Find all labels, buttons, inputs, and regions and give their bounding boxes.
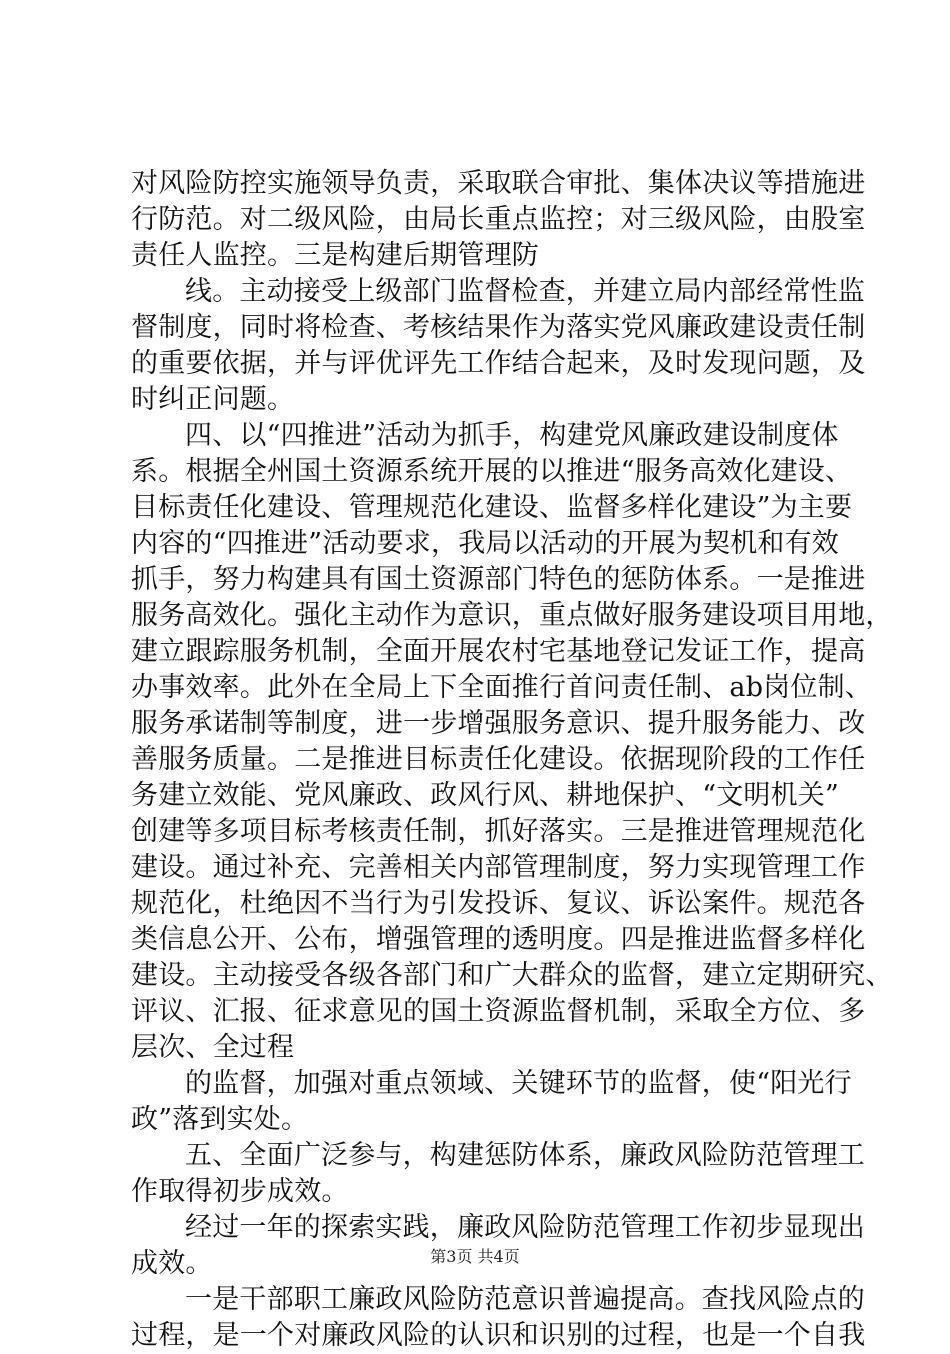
text-line: 类信息公开、公布，增强管理的透明度。四是推进监督多样化 xyxy=(131,924,866,955)
text-line: 抓手，努力构建具有国土资源部门特色的惩防体系。一是推进 xyxy=(131,564,866,595)
text-line: 层次、全过程 xyxy=(131,1032,295,1063)
text-line: 建立跟踪服务机制，全面开展农村宅基地登记发证工作，提高 xyxy=(131,636,866,667)
text-line: 过程，是一个对廉政风险的认识和识别的过程，也是一个自我 xyxy=(131,1320,866,1351)
text-line: 创建等多项目标考核责任制，抓好落实。三是推进管理规范化 xyxy=(131,816,866,847)
text-line: 建设。通过补充、完善相关内部管理制度，努力实现管理工作 xyxy=(131,852,866,883)
text-line: 的监督，加强对重点领域、关键环节的监督，使“阳光行 xyxy=(185,1068,852,1099)
text-line: 规范化，杜绝因不当行为引发投诉、复议、诉讼案件。规范各 xyxy=(131,888,866,919)
text-line: 一是干部职工廉政风险防范意识普遍提高。查找风险点的 xyxy=(185,1284,865,1315)
text-line: 线。主动接受上级部门监督检查，并建立局内部经常性监 xyxy=(185,276,865,307)
text-line: 四、以“四推进”活动为抓手，构建党风廉政建设制度体 xyxy=(185,420,839,451)
text-line: 务建立效能、党风廉政、政风行风、耕地保护、“文明机关” xyxy=(131,780,840,811)
text-line: 五、全面广泛参与，构建惩防体系，廉政风险防范管理工 xyxy=(185,1140,865,1171)
text-line: 服务承诺制等制度，进一步增强服务意识、提升服务能力、改 xyxy=(131,708,866,739)
text-line: 内容的“四推进”活动要求，我局以活动的开展为契机和有效 xyxy=(131,528,840,559)
text-line: 善服务质量。二是推进目标责任化建设。依据现阶段的工作任 xyxy=(131,744,866,775)
text-line: 作取得初步成效。 xyxy=(131,1176,349,1207)
text-line: 行防范。对二级风险，由局长重点监控；对三级风险，由股室 xyxy=(131,204,866,235)
text-line: 责任人监控。三是构建后期管理防 xyxy=(131,240,539,271)
text-line: 对风险防控实施领导负责，采取联合审批、集体决议等措施进 xyxy=(131,168,866,199)
text-line: 系。根据全州国土资源系统开展的以推进“服务高效化建设、 xyxy=(131,456,853,487)
text-line: 的重要依据，并与评优评先工作结合起来，及时发现问题，及 xyxy=(131,348,866,379)
text-line: 评议、汇报、征求意见的国土资源监督机制，采取全方位、多 xyxy=(131,996,866,1027)
page-number-footer: 第3页 共4页 xyxy=(430,1247,520,1266)
text-line: 经过一年的探索实践，廉政风险防范管理工作初步显现出 xyxy=(185,1212,865,1243)
text-line: 时纠正问题。 xyxy=(131,384,295,415)
text-line: 建设。主动接受各级各部门和广大群众的监督，建立定期研究、 xyxy=(131,960,893,991)
text-line: 成效。 xyxy=(131,1248,213,1279)
text-line: 督制度，同时将检查、考核结果作为落实党风廉政建设责任制 xyxy=(131,312,866,343)
text-line: 服务高效化。强化主动作为意识，重点做好服务建设项目用地， xyxy=(131,600,893,631)
text-line: 办事效率。此外在全局上下全面推行首问责任制、ab岗位制、 xyxy=(131,672,872,703)
text-line: 政”落到实处。 xyxy=(131,1104,309,1135)
text-line: 目标责任化建设、管理规范化建设、监督多样化建设”为主要 xyxy=(131,492,853,523)
